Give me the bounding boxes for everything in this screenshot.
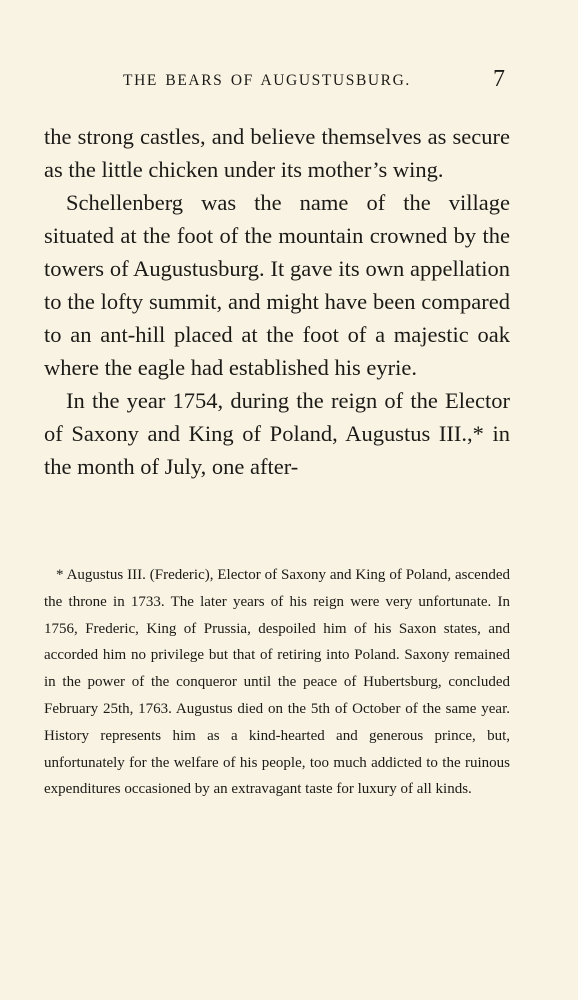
page-header bbox=[0, 66, 578, 96]
running-head: THE BEARS OF AUGUSTUSBURG. bbox=[123, 72, 411, 89]
body-text bbox=[44, 120, 510, 483]
paragraph-schellenberg: Schellenberg was the name of the village situated at the foot of the mountain crowned by the towers of Augustusburg. It gave its own appellation to the lofty summit, and might have been compared to an ant-hill placed at the foot of a majestic oak where the eagle had established his eyrie. bbox=[44, 190, 510, 380]
footnote-text: * Augustus III. (Frederic), Elector of Saxony and King of Poland, ascended the throne in 1733. The later years of his reign were very unfortunate. In 1756, Frederic, King of Prussia, despoiled him of his Saxon states, and accorded him no privilege but that of retiring into Poland. Saxony remained in the power of the conqueror until the peace of Hubertsburg, concluded February 25th, 1763. Augustus died on the 5th of October of the same year. History represents him as a kind-hearted and generous prince, but, unfortunately for the welfare of his people, too much addicted to the ruinous expenditures occasioned by an extravagant taste for luxury of all kinds. bbox=[44, 567, 510, 798]
paragraph-continuation: the strong castles, and believe themselves as secure as the little chicken under its mother’s wing. bbox=[44, 124, 510, 182]
page-number: 7 bbox=[493, 66, 505, 92]
paragraph-year-1754: In the year 1754, during the reign of the Elector of Saxony and King of Poland, Augustus III.,* in the month of July, one after- bbox=[44, 388, 510, 479]
footnote bbox=[44, 562, 510, 803]
